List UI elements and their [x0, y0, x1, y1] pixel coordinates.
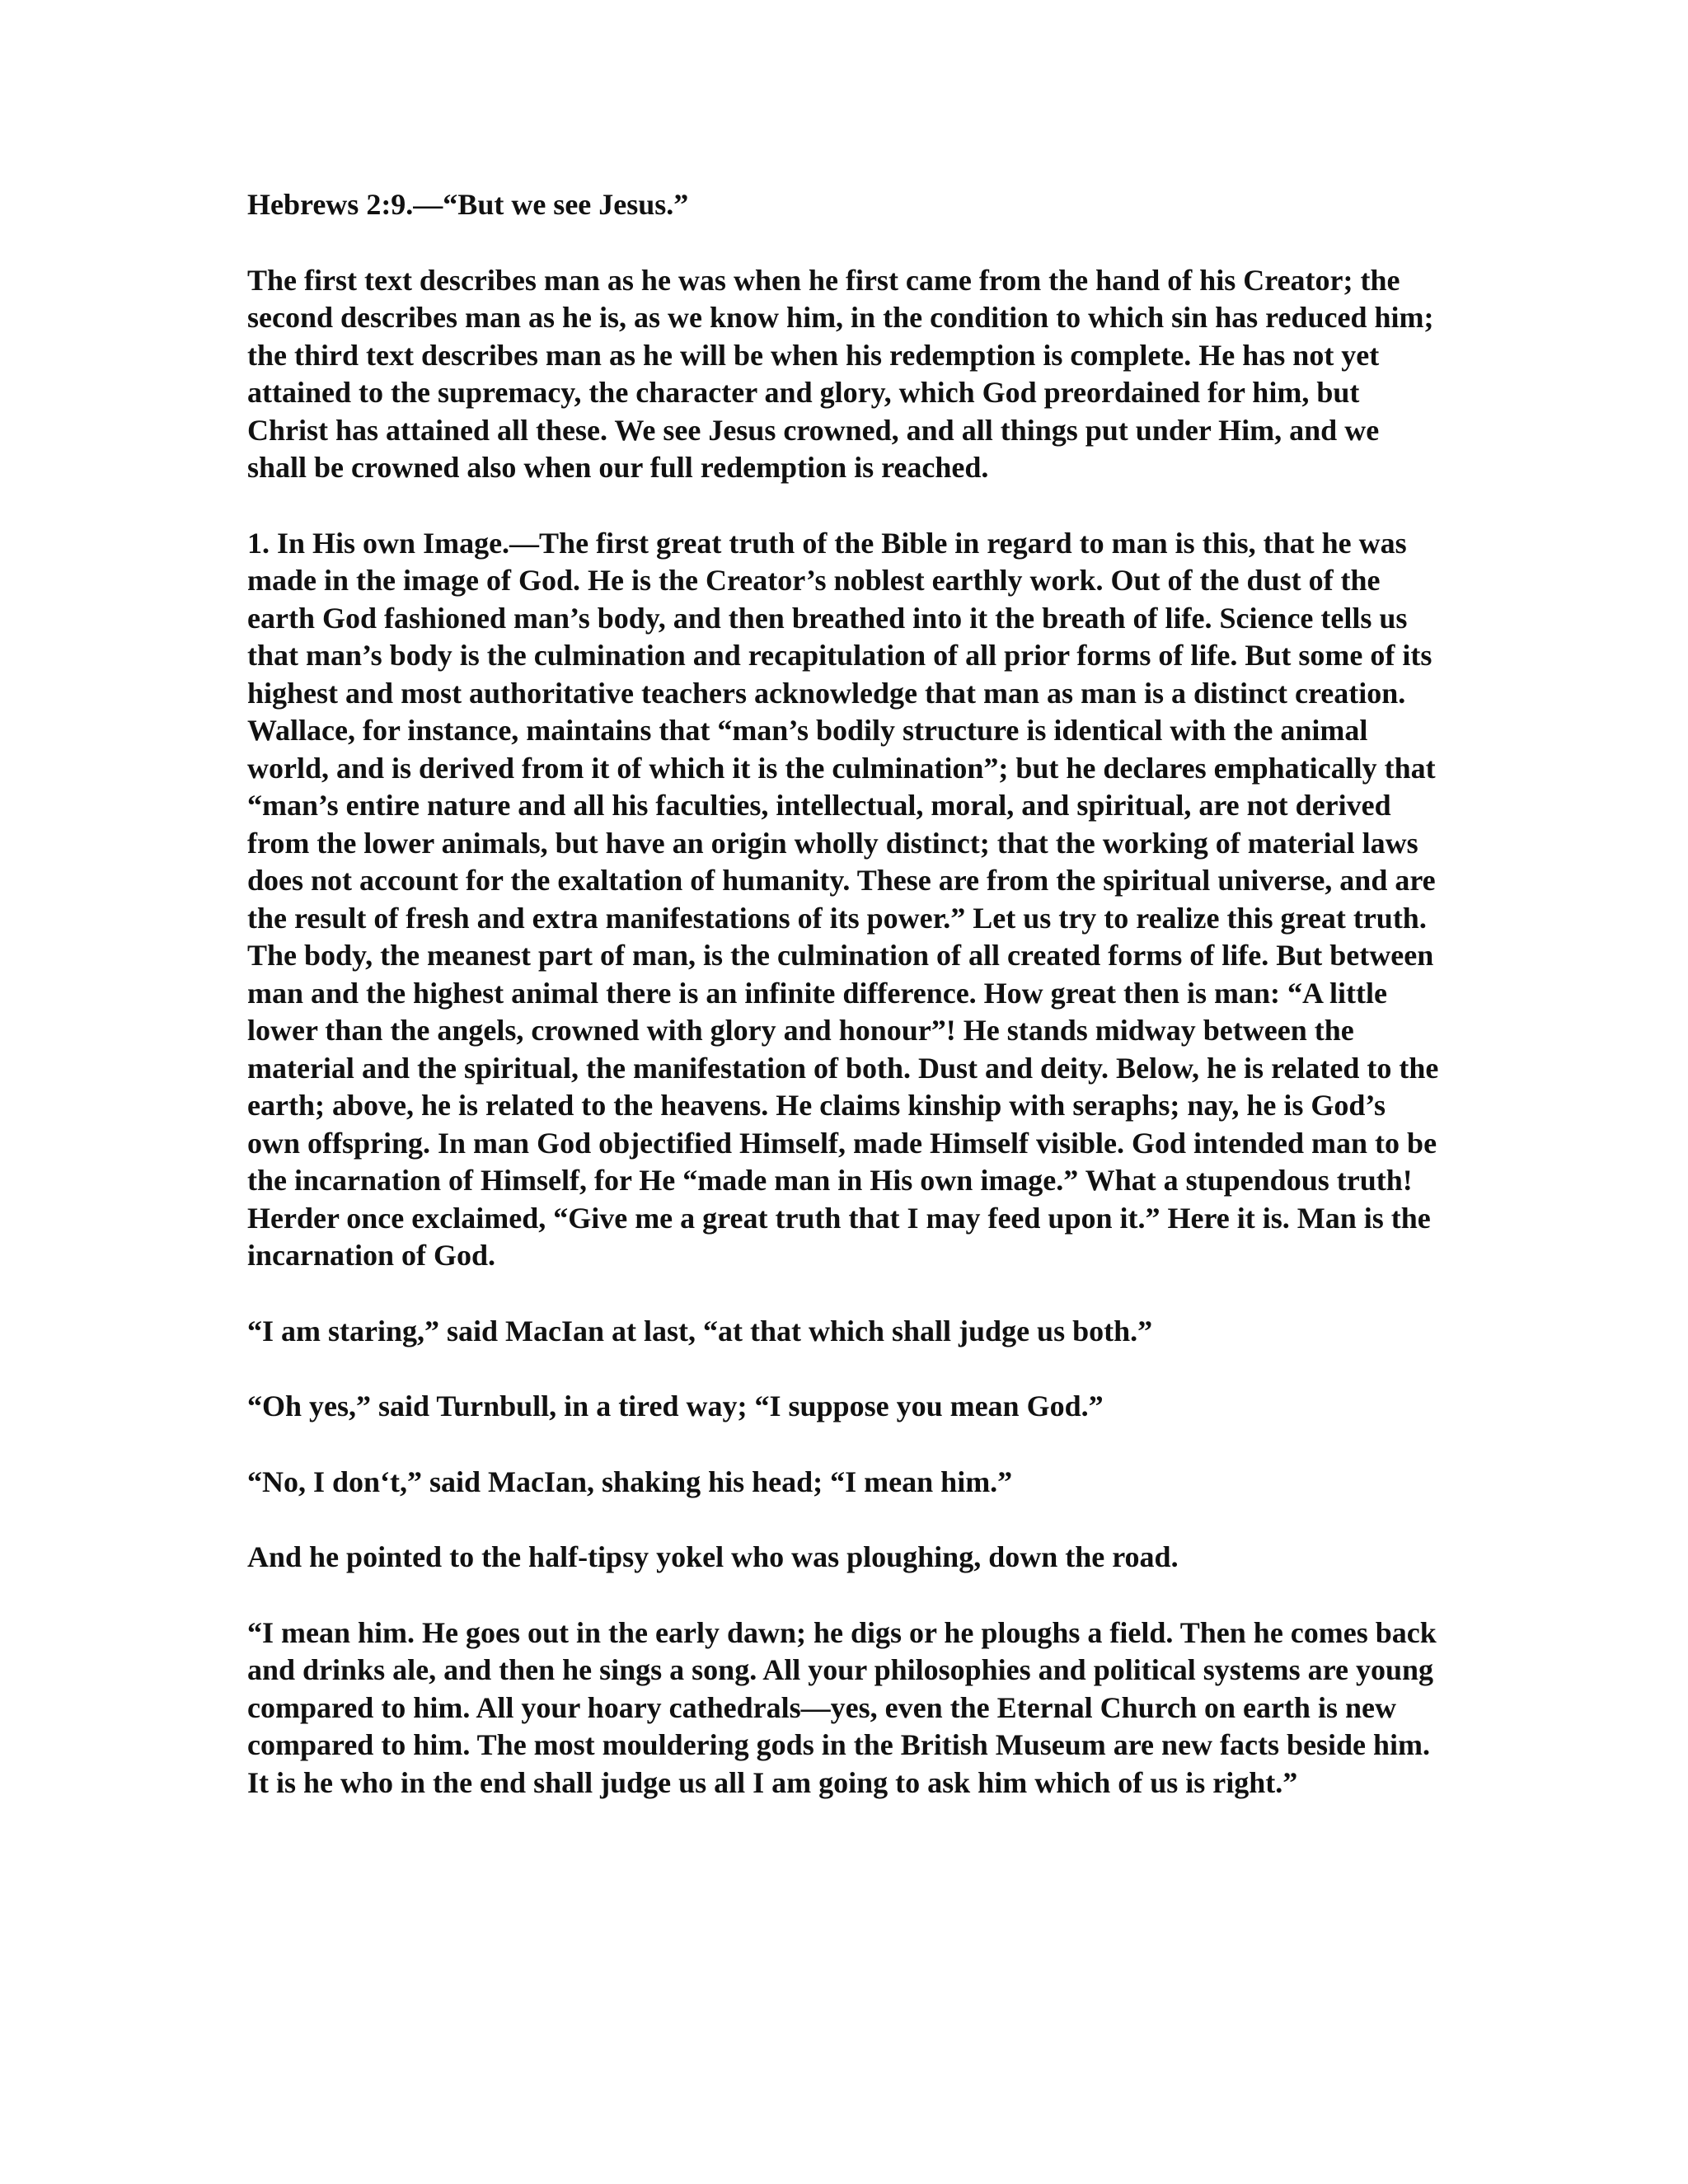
- dialogue-line-3: “No, I don‘t,” said MacIan, shaking his head; “I mean him.”: [247, 1465, 1013, 1498]
- narration-line: And he pointed to the half-tipsy yokel who was ploughing, down the road.: [247, 1540, 1179, 1573]
- scripture-reference: Hebrews 2:9.—“But we see Jesus.”: [247, 188, 689, 221]
- closing-paragraph: “I mean him. He goes out in the early dawn; he digs or he ploughs a field. Then he comes back and drinks ale, and then he sings a song. All your philosophies and political systems are young compared to him. All your hoary cathedrals—yes, even the Eternal Church on earth is new compared to him. The most mouldering gods in the British Museum are new facts beside him. It is he who in the end shall judge us all I am going to ask him which of us is right.”: [247, 1615, 1437, 1799]
- intro-paragraph: The first text describes man as he was when he first came from the hand of his Creator; the second describes man as he is, as we know him, in the condition to which sin has reduced him; the third text describes man as he will be when his redemption is complete. He has not yet attained to the supremacy, the character and glory, which God preordained for him, but Christ has attained all these. We see Jesus crowned, and all things put under Him, and we shall be crowned also when our full redemption is reached.: [247, 263, 1434, 484]
- dialogue-line-2: “Oh yes,” said Turnbull, in a tired way; “I suppose you mean God.”: [247, 1390, 1104, 1422]
- image-of-god-paragraph: 1. In His own Image.—The first great truth of the Bible in regard to man is this, that he was made in the image of God. He is the Creator’s noblest earthly work. Out of the dust of the earth God fashioned man’s body, and then breathed into it the breath of life. Science tells us that man’s body is the culmination and recapitulation of all prior forms of life. But some of its highest and most authoritative teachers acknowledge that man as man is a distinct creation. Wallace, for instance, maintains that “man’s bodily structure is identical with the animal world, and is derived from it of which it is the culmination”; but he declares emphatically that “man’s entire nature and all his faculties, intellectual, moral, and spiritual, are not derived from the lower animals, but have an origin wholly distinct; that the working of material laws does not account for the exaltation of humanity. These are from the spiritual universe, and are the result of fresh and extra manifestations of its power.” Let us try to realize this great truth. The body, the meanest part of man, is the culmination of all created forms of life. But between man and the highest animal there is an infinite difference. How great then is man: “A little lower than the angels, crowned with glory and honour”! He stands midway between the material and the spiritual, the manifestation of both. Dust and deity. Below, he is related to the earth; above, he is related to the heavens. He claims kinship with seraphs; nay, he is God’s own offspring. In man God objectified Himself, made Himself visible. God intended man to be the incarnation of Himself, for He “made man in His own image.” What a stupendous truth! Herder once exclaimed, “Give me a great truth that I may feed upon it.” Here it is. Man is the incarnation of God.: [247, 526, 1439, 1272]
- document-body: [247, 186, 1442, 1840]
- dialogue-line-1: “I am staring,” said MacIan at last, “at that which shall judge us both.”: [247, 1314, 1153, 1347]
